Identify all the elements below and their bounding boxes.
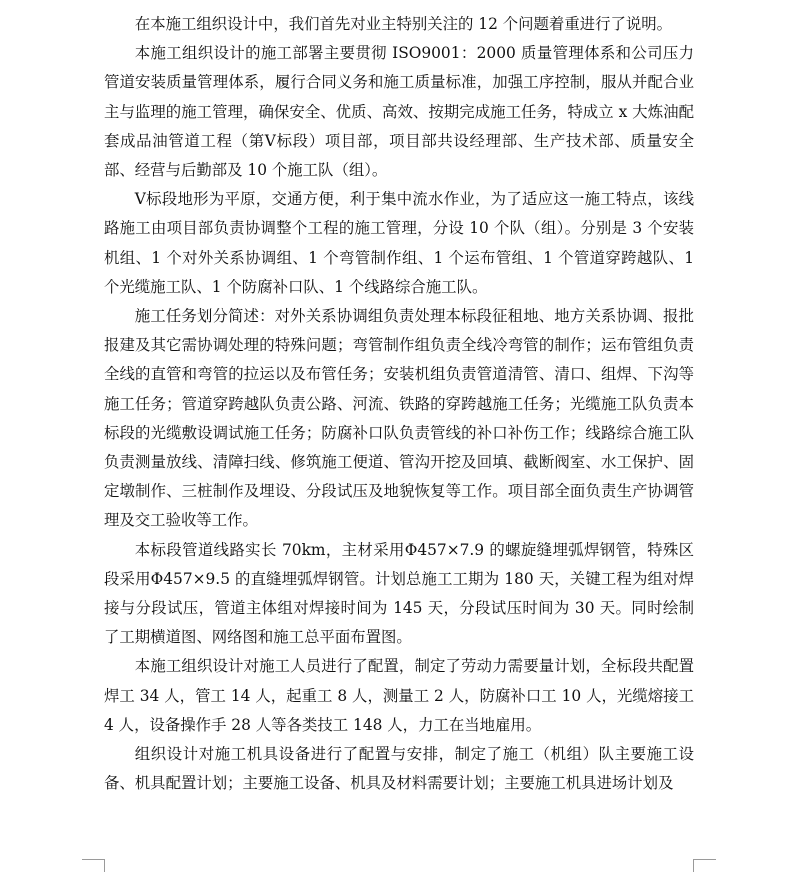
paragraph-2: 本施工组织设计的施工部署主要贯彻 ISO9001：2000 质量管理体系和公司压力管道安装质量管理体系，履行合同义务和施工质量标准，加强工序控制，服从并配合业主与监理的施工管理，确保安全、优质、高效、按期完成施工任务，特成立 x 大炼油配套成品油管道工程（第Ⅴ标段）项目部，项目部共设经理部、生产技术部、质量安全部、经营与后勤部及 10 个施工队（组）。 bbox=[104, 44, 694, 180]
paragraph-7: 组织设计对施工机具设备进行了配置与安排，制定了施工（机组）队主要施工设备、机具配置计划；主要施工设备、机具及材料需要计划；主要施工机具进场计划及 bbox=[104, 745, 694, 793]
margin-corner-mark-left bbox=[82, 859, 105, 872]
margin-corner-mark-right bbox=[693, 859, 716, 872]
paragraph-5: 本标段管道线路实长 70km，主材采用Φ457×7.9 的螺旋缝埋弧焊钢管，特殊区段采用Φ457×9.5 的直缝埋弧焊钢管。计划总施工工期为 180 天，关键工程为组对焊接与分段试压，管道主体组对焊接时间为 145 天，分段试压时间为 30 天。同时绘制了工期横道图、网络图和施工总平面布置图。 bbox=[104, 540, 694, 647]
paragraph-6: 本施工组织设计对施工人员进行了配置，制定了劳动力需要量计划，全标段共配置焊工 34 人，管工 14 人，起重工 8 人，测量工 2 人，防腐补口工 10 人，光缆熔接工 4 人，设备操作手 28 人等各类技工 148 人，力工在当地雇用。 bbox=[104, 657, 694, 734]
paragraph-3: Ⅴ标段地形为平原，交通方便，利于集中流水作业，为了适应这一施工特点，该线路施工由项目部负责协调整个工程的施工管理，分设 10 个队（组）。分别是 3 个安装机组、1 个对外关系协调组、1 个弯管制作组、1 个运布管组、1 个管道穿跨越队、1 个光缆施工队、1 个防腐补口队、1 个线路综合施工队。 bbox=[104, 190, 694, 296]
paragraph-4: 施工任务划分简述：对外关系协调组负责处理本标段征租地、地方关系协调、报批报建及其它需协调处理的特殊问题；弯管制作组负责全线冷弯管的制作；运布管组负责全线的直管和弯管的拉运以及布管任务；安装机组负责管道清管、清口、组焊、下沟等施工任务；管道穿跨越队负责公路、河流、铁路的穿跨越施工任务；光缆施工队负责本标段的光缆敷设调试施工任务；防腐补口队负责管线的补口补伤工作；线路综合施工队负责测量放线、清障扫线、修筑施工便道、管沟开挖及回填、截断阀室、水工保护、固定墩制作、三桩制作及埋设、分段试压及地貌恢复等工作。项目部全面负责生产协调管理及交工验收等工作。 bbox=[104, 307, 694, 530]
paragraph-1: 在本施工组织设计中，我们首先对业主特别关注的 12 个问题着重进行了说明。 bbox=[134, 15, 673, 33]
document-body bbox=[104, 10, 694, 798]
